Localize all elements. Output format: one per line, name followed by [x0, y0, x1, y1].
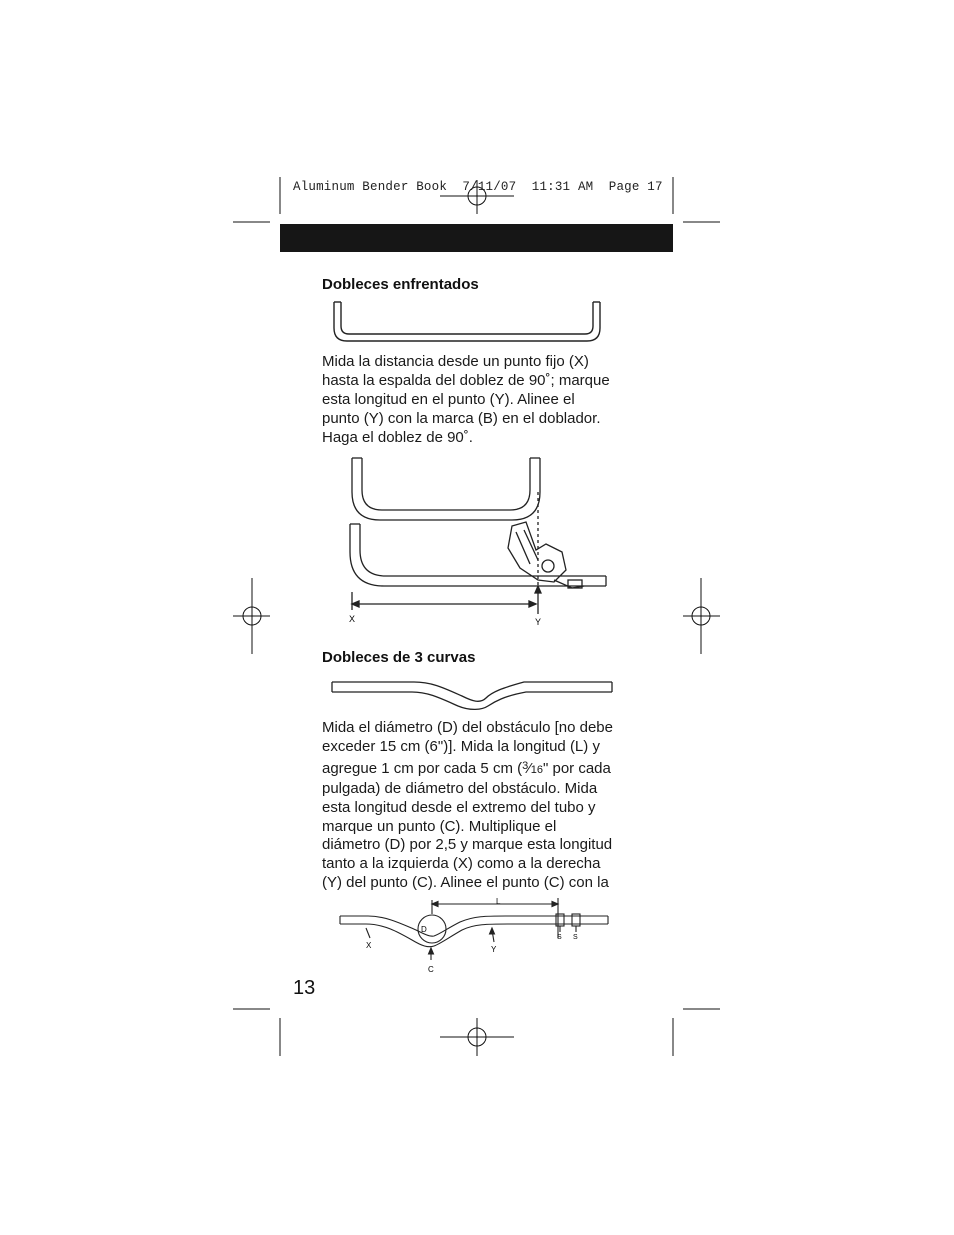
figure-label-x: X — [349, 614, 356, 624]
fraction-numerator: 3 — [522, 759, 529, 772]
figure-label-s1: S — [557, 934, 562, 941]
paragraph-line: Haga el doblez de 90˚. — [322, 428, 473, 446]
fraction-line-start: agregue 1 cm por cada 5 cm ( — [322, 759, 523, 777]
paragraph-line: pulgada) de diámetro del obstáculo. Mida — [322, 779, 598, 797]
section-heading-3-curve-bends: Dobleces de 3 curvas — [322, 649, 476, 666]
section2-paragraph — [322, 719, 642, 893]
figure-label-c: C — [428, 965, 434, 974]
figure-label-d: D — [421, 925, 427, 934]
paragraph-line: diámetro (D) por 2,5 y marque esta longitud — [322, 836, 613, 854]
figure-3-curve-tube — [328, 676, 618, 712]
section1-paragraph — [322, 353, 642, 448]
figure-3-curve-measurement — [336, 892, 616, 976]
print-slug-line: Aluminum Bender Book 7/11/07 11:31 AM Page 17 — [293, 180, 663, 194]
fraction-line-end: " por cada — [543, 759, 611, 777]
figure-label-y: Y — [535, 617, 542, 627]
paragraph-line: esta longitud desde el extremo del tubo y — [322, 798, 596, 816]
paragraph-line: tanto a la izquierda (X) como a la derecha — [322, 855, 601, 873]
paragraph-line: Mida el diámetro (D) del obstáculo [no debe — [322, 719, 613, 736]
paragraph-line: esta longitud en el punto (Y). Alinee el — [322, 390, 575, 408]
figure-90-degree-bend-measurement — [340, 452, 620, 632]
fraction-denominator: 16 — [530, 763, 543, 776]
figure-offset-bend-tube — [328, 298, 608, 346]
header-bar — [280, 224, 673, 252]
section-heading-offset-bends: Dobleces enfrentados — [322, 276, 479, 293]
paragraph-line: Mida la distancia desde un punto fijo (X) — [322, 353, 589, 370]
paragraph-line: exceder 15 cm (6")]. Mida la longitud (L) y — [322, 737, 600, 755]
paragraph-line: marque un punto (C). Multiplique el — [322, 817, 557, 835]
figure-label-x: X — [366, 941, 372, 950]
paragraph-line: punto (Y) con la marca (B) en el doblador. — [322, 409, 601, 427]
paragraph-line: hasta la espalda del doblez de 90˚; marque — [322, 371, 610, 389]
paragraph-line: (Y) del punto (C). Alinee el punto (C) con la — [322, 874, 609, 892]
figure-label-l: L — [496, 897, 501, 906]
figure-label-s2: S — [573, 934, 578, 941]
page-number: 13 — [293, 977, 316, 999]
paragraph-line-with-fraction: agregue 1 cm por cada 5 cm ($^3$⁄16" por cada — [322, 759, 611, 777]
figure-label-y: Y — [491, 945, 497, 954]
